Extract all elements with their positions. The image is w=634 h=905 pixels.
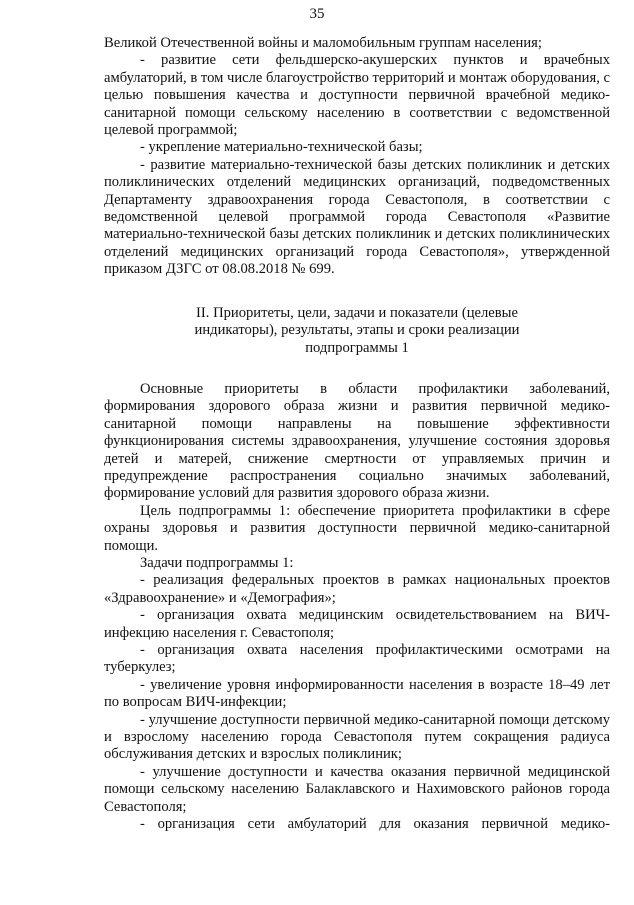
section-heading-line: II. Приоритеты, цели, задачи и показатели (целевые	[196, 304, 518, 321]
section-heading	[104, 305, 610, 357]
section-heading-line: подпрограммы 1	[305, 339, 409, 356]
list-item: - организация охвата населения профилактическими осмотрами на туберкулез;	[104, 642, 610, 676]
page-number: 35	[309, 6, 325, 22]
paragraph-goal: Цель подпрограммы 1: обеспечение приоритета профилактики в сфере охраны здоровья и развития доступности первичной медико-санитарной помощи.	[104, 502, 610, 554]
section-before-heading	[104, 35, 610, 279]
paragraph-tasks-title: Задачи подпрограммы 1:	[140, 554, 294, 571]
list-item: - улучшение доступности первичной медико-санитарной помощи детскому и взрослому населению города Севастополя путем сокращения радиуса обслуживания детских и взрослых поликлиник;	[104, 711, 610, 763]
list-item: - улучшение доступности и качества оказания первичной медицинской помощи сельскому населению Балаклавского и Нахимовского районов города Севастополя;	[104, 763, 610, 815]
list-item: - увеличение уровня информированности населения в возрасте 18–49 лет по вопросам ВИЧ-инфекции;	[104, 676, 610, 711]
list-item: - реализация федеральных проектов в рамках национальных проектов «Здравоохранение» и «Демография»;	[104, 572, 610, 606]
list-item: - развитие сети фельдшерско-акушерских пунктов и врачебных амбулаторий, в том числе благоустройство территорий и монтаж оборудования, с целью повышения качества и доступности первичной врачебной медико-санитарной помощи сельскому населению в соответствии с ведомственной целевой программой;	[104, 52, 610, 139]
list-item: - укрепление материально-технической базы;	[140, 139, 423, 156]
list-item: - организация охвата медицинским освидетельствованием на ВИЧ-инфекцию населения г. Севастополя;	[104, 607, 610, 641]
section-after-heading	[104, 381, 610, 834]
list-item: - развитие материально-технической базы детских поликлиник и детских поликлинических отделений медицинских организаций, подведомственных Департаменту здравоохранения города Севастополя, в соответствии с ведомственной целевой программой города Севастополя «Развитие материально-технической базы детских поликлиник и детских поликлинических отделений медицинских организаций города Севастополя», утвержденной приказом ДЗГС от 08.08.2018 № 699.	[104, 156, 610, 278]
paragraph-priorities: Основные приоритеты в области профилактики заболеваний, формирования здорового образа жизни и развития первичной медико-санитарной помощи направлены на повышение эффективности функционирования системы здравоохранения, улучшение состояния здоровья детей и матерей, снижение смертности от управляемых причин и предупреждение распространения социально значимых заболеваний, формирование условий для развития здорового образа жизни.	[104, 380, 610, 502]
section-heading-line: индикаторы), результаты, этапы и сроки реализации	[194, 322, 520, 339]
document-body	[104, 35, 610, 833]
paragraph: Великой Отечественной войны и маломобильным группам населения;	[104, 35, 542, 51]
list-item: - организация сети амбулаторий для оказания первичной медико-	[140, 816, 610, 833]
